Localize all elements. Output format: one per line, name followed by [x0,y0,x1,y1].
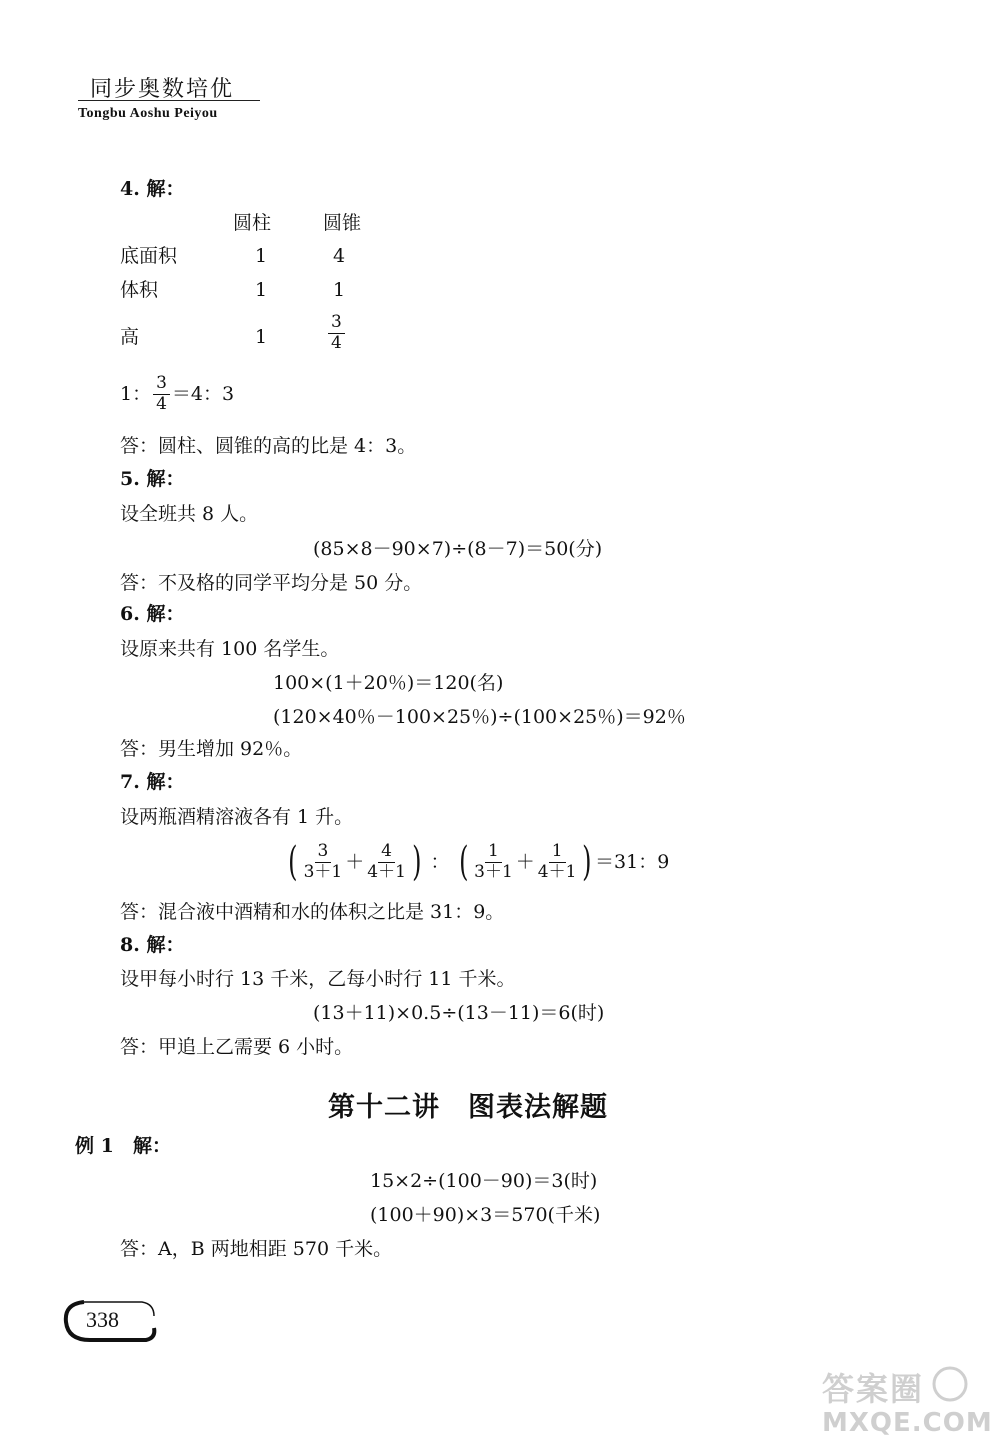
fraction-denominator: 4 [156,393,167,414]
fraction-denominator: 3＋1 [303,861,343,882]
q4-row-volume-label: 体积 [120,279,159,301]
example-1-answer: 答：A，B 两地相距 570 千米。 [120,1238,393,1260]
plus-sign: ＋ [515,850,535,873]
q5-answer: 答：不及格的同学平均分是 50 分。 [120,572,423,594]
ratio-right: ＝4：3 [171,382,235,405]
q5-equation: (85×8－90×7)÷(8－7)＝50(分) [313,538,603,560]
q8-assume: 设甲每小时行 13 千米，乙每小时行 11 千米。 [120,968,516,990]
fraction-numerator: 1 [549,843,566,863]
q8-label: 8. 解： [120,934,185,956]
header-title-en: Tongbu Aoshu Peiyou [78,106,218,121]
q4-row-base-v1: 1 [255,245,268,267]
q5-label: 5. 解： [120,468,185,490]
q6-answer: 答：男生增加 92％。 [120,738,303,760]
example-1-equation-1: 15×2÷(100－90)＝3(时) [370,1170,598,1192]
watermark-text-en: MXQE.COM [822,1408,993,1438]
q4-row-volume-v1: 1 [255,279,268,301]
q4-row-height-v2 [328,314,345,353]
example-1-equation-2: (100＋90)×3＝570(千米) [370,1204,601,1226]
right-paren: ) [412,839,422,885]
colon-sign: ： [430,850,450,873]
watermark-text-cn: 答案圈 [822,1370,925,1408]
page-number: 338 [86,1307,119,1332]
example-1-solution-label: 解： [133,1135,172,1157]
fraction-denominator: 4＋1 [367,861,406,882]
q4-row-base-v2: 4 [333,245,346,267]
fraction-numerator: 1 [485,843,502,863]
q4-row-height-label: 高 [120,326,140,348]
fraction-numerator: 3 [328,314,345,334]
right-paren: ) [582,839,592,885]
fraction-numerator: 3 [153,375,170,395]
header-rule [78,100,260,101]
q4-answer: 答：圆柱、圆锥的高的比是 4：3。 [120,435,417,457]
q7-label: 7. 解： [120,771,185,793]
q8-equation: (13＋11)×0.5÷(13－11)＝6(时) [313,1002,605,1024]
example-1-label: 例 1 [75,1135,114,1157]
q6-assume: 设原来共有 100 名学生。 [120,638,340,660]
q6-equation-1: 100×(1＋20％)＝120(名) [273,672,504,694]
header-title-cn: 同步奥数培优 [90,77,235,102]
ratio-left: 1： [120,382,152,405]
left-paren: ( [288,839,298,885]
q6-equation-2: (120×40％－100×25％)÷(100×25％)＝92％ [273,706,686,728]
q4-col-cylinder: 圆柱 [233,212,272,234]
equation-result: ＝31：9 [595,850,670,873]
q4-row-volume-v2: 1 [333,279,346,301]
fraction-numerator: 4 [378,843,395,863]
fraction-denominator: 4＋1 [537,861,577,882]
q7-assume: 设两瓶酒精溶液各有 1 升。 [120,806,354,828]
plus-sign: ＋ [345,850,365,873]
fraction-denominator: 3＋1 [474,861,513,882]
fraction-numerator: 3 [315,843,332,863]
q4-ratio [120,375,234,414]
q6-label: 6. 解： [120,603,185,625]
q4-row-base-label: 底面积 [120,245,178,267]
fraction-denominator: 4 [331,332,342,353]
q4-col-cone: 圆锥 [323,212,362,234]
q7-answer: 答：混合液中酒精和水的体积之比是 31：9。 [120,901,505,923]
q4-label: 4. 解： [120,178,185,200]
q7-equation [285,839,670,885]
section-title: 第十二讲 图表法解题 [328,1092,608,1123]
q5-assume: 设全班共 8 人。 [120,503,259,525]
left-paren: ( [458,839,469,885]
q4-row-height-v1: 1 [255,326,268,348]
q8-answer: 答：甲追上乙需要 6 小时。 [120,1036,354,1058]
